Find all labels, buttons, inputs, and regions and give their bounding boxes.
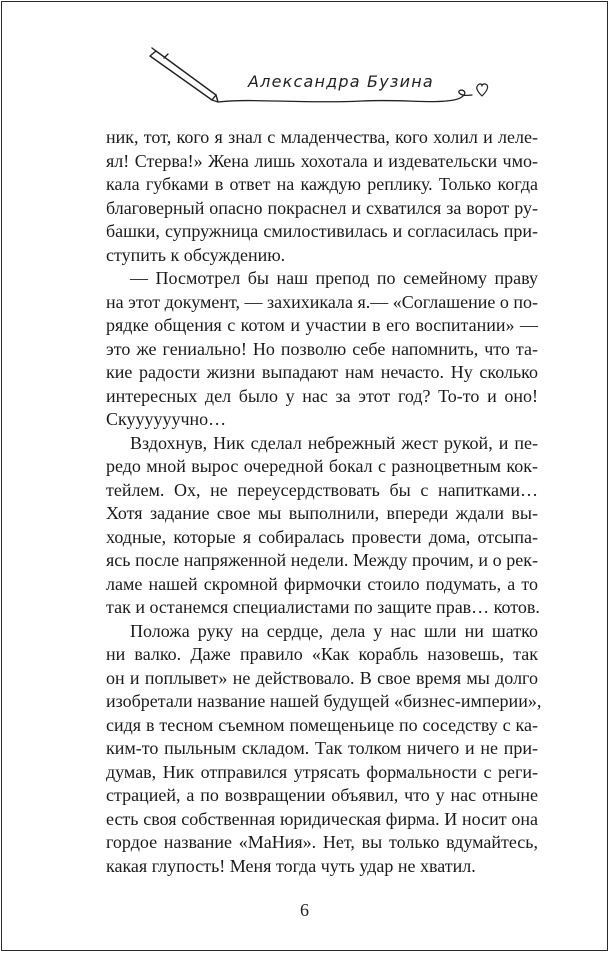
- text-line: так и останемся специалистами по защите прав… котов.: [106, 597, 540, 617]
- text-line: интересных дел было у нас за этот год? То-то и оно!: [106, 385, 538, 406]
- text-line: ким-то пыльным складом. Так толком ничего и не при-: [106, 738, 538, 758]
- text-line: благоверный опасно покраснел и схватился за ворот ру-: [106, 197, 538, 218]
- page-number: 6: [300, 900, 309, 920]
- text-line: страцией, а по возвращении объявил, что у нас отныне: [106, 785, 538, 805]
- text-line: изобретали название нашей будущей «бизнес-империи»,: [106, 691, 542, 711]
- text-line: думав, Ник отправился утрясать формальности с реги-: [106, 761, 538, 782]
- text-line: Вздохнув, Ник сделал небрежный жест рукой, и пе-: [130, 432, 538, 453]
- text-line: сидя в тесном съемном помещеньице по соседству с ка-: [106, 714, 538, 735]
- text-line: ял! Стерва!» Жена лишь хохотала и издевательски чмо-: [106, 150, 538, 171]
- text-line: кала губками в ответ на каждую реплику. Только когда: [106, 174, 538, 194]
- text-line: Скуууууучно…: [106, 409, 227, 429]
- pen-icon: [150, 48, 218, 102]
- text-line: ник, тот, кого я знал с младенчества, кого холил и леле-: [106, 127, 538, 147]
- paragraph: [106, 620, 542, 879]
- flourish-line: [218, 90, 472, 102]
- text-line: он и поплывет» не действовало. В свое время мы долго: [106, 667, 538, 688]
- text-line: башки, супружница смилостивилась и согласилась при-: [106, 221, 538, 241]
- text-line: Хотя задание свое мы выполнили, впереди ждали вы-: [106, 503, 538, 523]
- text-line: на этот документ, — захихикала я.— «Соглашение о по-: [106, 291, 538, 312]
- text-line: ступить к обсуждению.: [106, 244, 286, 265]
- text-line: какая глупость! Меня тогда чуть удар не хватил.: [106, 855, 476, 876]
- text-line: ходные, которые я собиралась провести дома, отсыпа-: [106, 526, 538, 547]
- text-line: ни валко. Даже правило «Как корабль назовешь, так: [106, 644, 538, 664]
- body-text: [106, 126, 542, 878]
- paragraph: [106, 267, 538, 432]
- text-line: это же гениально! Но позволю себе напомнить, что та-: [106, 338, 538, 359]
- text-line: гордое название «МаНия». Нет, вы только вдумайтесь,: [106, 832, 538, 852]
- text-line: ламе нашей скромной фирмочки стоило подумать, а то: [106, 573, 538, 594]
- paragraph: [106, 126, 538, 267]
- text-line: кие радости жизни выпадают нам нечасто. Ну сколько: [106, 362, 538, 382]
- text-line: редо мной вырос очередной бокал с разноцветным кок-: [106, 456, 538, 476]
- text-line: — Посмотрел бы наш препод по семейному праву: [130, 268, 538, 288]
- text-line: тейлем. Ох, не переусердствовать бы с напитками…: [106, 479, 538, 500]
- running-header: [142, 40, 502, 120]
- text-line: Положа руку на сердце, дела у нас шли ни шатко: [130, 620, 538, 641]
- paragraph: [106, 432, 538, 620]
- text-line: рядке общения с котом и участии в его воспитании» —: [106, 315, 538, 335]
- text-line: ясь после напряженной недели. Между прочим, и о рек-: [106, 550, 538, 570]
- author-name: Александра Бузина: [248, 72, 434, 91]
- text-line: есть своя собственная юридическая фирма. И носит она: [106, 808, 538, 829]
- heart-icon: [477, 84, 488, 96]
- book-page: [1, 1, 608, 951]
